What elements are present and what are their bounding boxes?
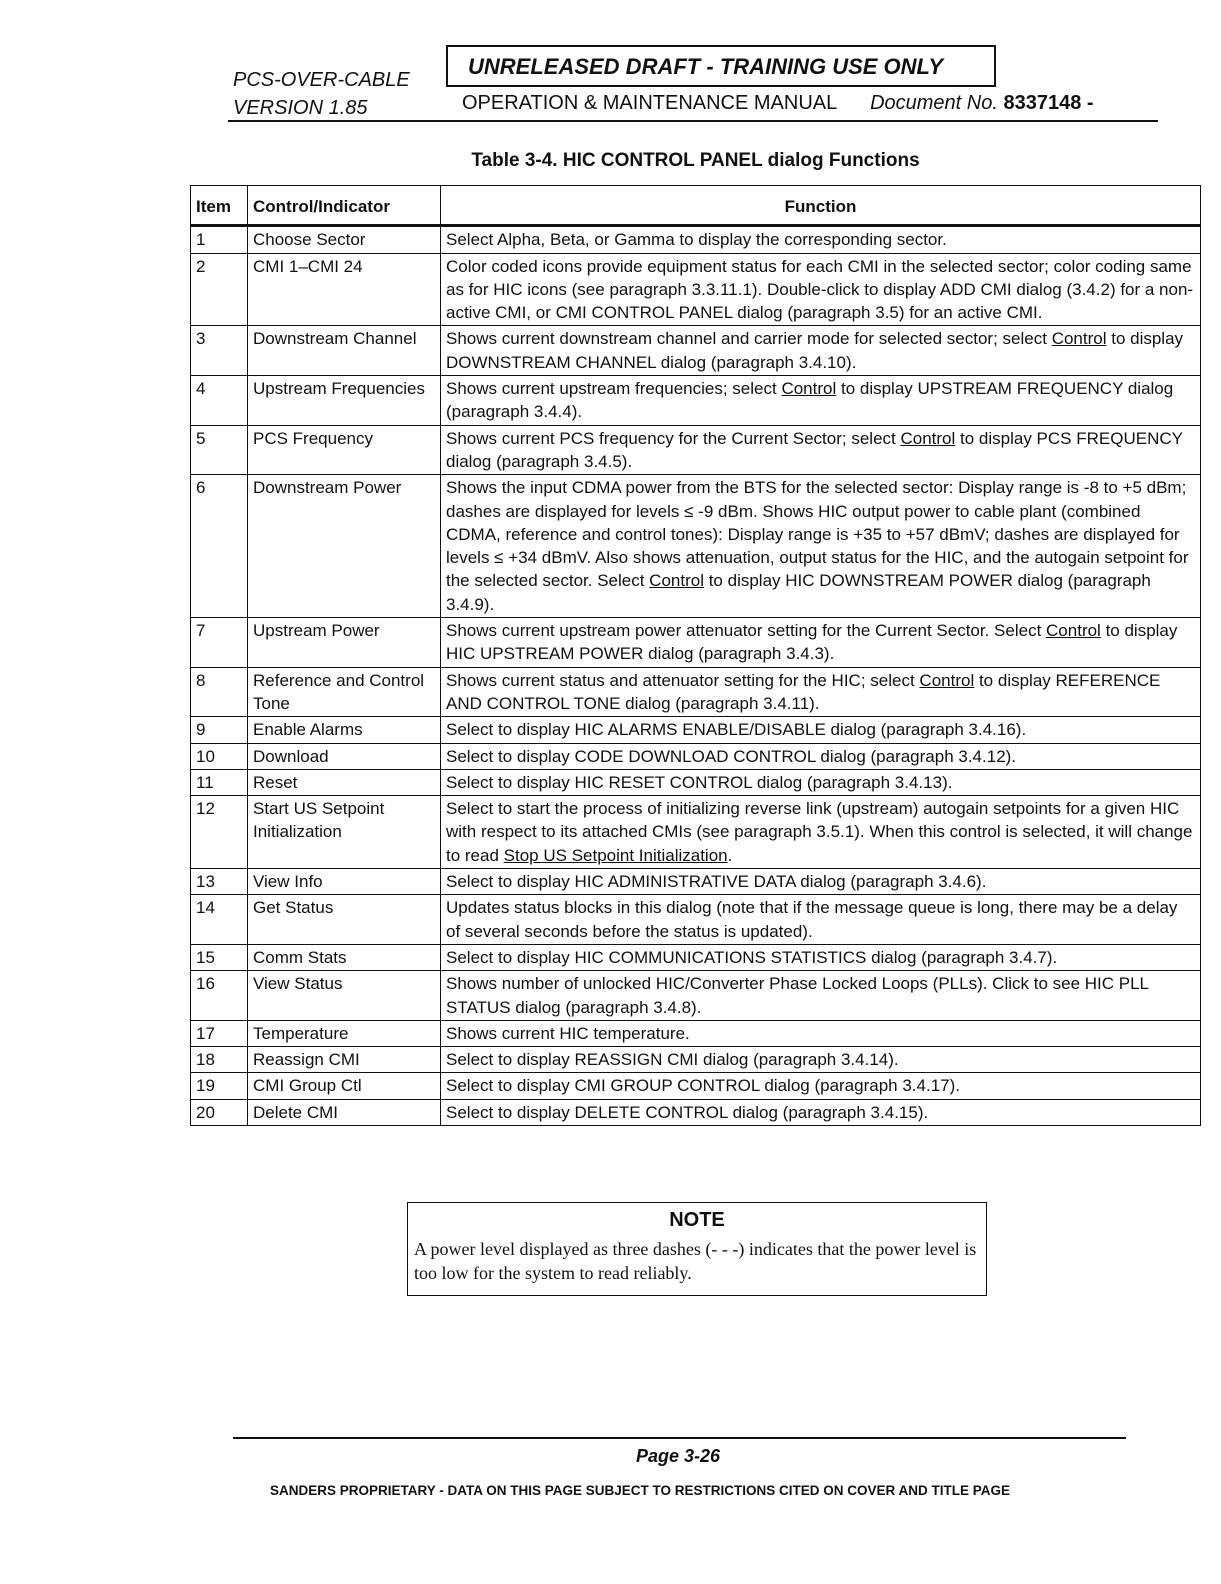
function-text: Select Alpha, Beta, or Gamma to display the corresponding sector. — [446, 230, 947, 250]
function-text: to display HIC DOWNSTREAM POWER dialog (paragraph 3.4.9). — [446, 571, 1151, 614]
underlined-control-reference: Stop US Setpoint Initialization — [503, 845, 728, 865]
table-row — [191, 667, 1201, 717]
item-number: 15 — [191, 944, 248, 970]
table-row — [191, 743, 1201, 769]
item-number: 9 — [191, 717, 248, 743]
function-description — [441, 1099, 1201, 1125]
item-number: 5 — [191, 425, 248, 475]
function-description — [441, 796, 1201, 869]
function-text: to display HIC UPSTREAM POWER dialog (paragraph 3.4.3). — [446, 621, 1178, 664]
function-description — [441, 717, 1201, 743]
control-name: PCS Frequency — [248, 425, 441, 475]
manual-title: OPERATION & MAINTENANCE MANUAL — [462, 92, 837, 114]
table-row — [191, 769, 1201, 795]
column-header-item: Item — [191, 186, 248, 226]
function-text: Updates status blocks in this dialog (note that if the message queue is long, there may be a delay of several seconds before the status is updated). — [446, 898, 1178, 941]
table-row — [191, 717, 1201, 743]
function-text: Select to display REASSIGN CMI dialog (paragraph 3.4.14). — [446, 1050, 899, 1070]
function-description — [441, 618, 1201, 668]
function-text: to display UPSTREAM FREQUENCY dialog (paragraph 3.4.4). — [446, 379, 1174, 422]
table-row — [191, 1047, 1201, 1073]
function-text: Select to display HIC RESET CONTROL dialog (paragraph 3.4.13). — [446, 772, 953, 792]
function-description — [441, 869, 1201, 895]
function-description — [441, 425, 1201, 475]
table-row — [191, 475, 1201, 618]
function-text: to display REFERENCE AND CONTROL TONE dialog (paragraph 3.4.11). — [446, 670, 1161, 713]
control-name: Reset — [248, 769, 441, 795]
control-name: Upstream Frequencies — [248, 376, 441, 426]
document-number: 8337148 - — [1003, 92, 1094, 114]
document-label: Document No. — [870, 92, 998, 114]
table-row — [191, 796, 1201, 869]
table-row — [191, 425, 1201, 475]
function-description — [441, 475, 1201, 618]
item-number: 16 — [191, 971, 248, 1021]
function-text: Select to display CODE DOWNLOAD CONTROL dialog (paragraph 3.4.12). — [446, 746, 1017, 766]
function-text: Shows current upstream power attenuator setting for the Current Sector. Select — [446, 621, 1047, 641]
function-text: Select to display HIC COMMUNICATIONS STATISTICS dialog (paragraph 3.4.7). — [446, 947, 1058, 967]
function-description — [441, 743, 1201, 769]
footer-divider — [233, 1437, 1126, 1439]
note-text: A power level displayed as three dashes (- - -) indicates that the power level is too low for the system to read reliably. — [414, 1239, 977, 1283]
item-number: 10 — [191, 743, 248, 769]
underlined-control-reference: Control — [781, 379, 837, 399]
table-row — [191, 869, 1201, 895]
function-text: to display DOWNSTREAM CHANNEL dialog (paragraph 3.4.10). — [446, 329, 1184, 372]
function-text: Shows the input CDMA power from the BTS for the selected sector: Display range is -8 to +5 dBm; dashes are displayed for levels ≤ -9 dBm. Shows HIC output power to cable plant (combined CDMA, reference and control tones): Display range is +35 to +57 dBmV; dashes are displayed for levels ≤ +34 dBmV. Also shows attenuation, output status for the HIC, and the autogain setpoint for the selected sector. Select — [446, 478, 1189, 591]
table-row — [191, 1020, 1201, 1046]
function-text: Select to display DELETE CONTROL dialog (paragraph 3.4.15). — [446, 1102, 929, 1122]
function-text: Shows current HIC temperature. — [446, 1023, 690, 1043]
function-description — [441, 253, 1201, 326]
control-name: CMI 1–CMI 24 — [248, 253, 441, 326]
control-name: Reassign CMI — [248, 1047, 441, 1073]
function-description — [441, 667, 1201, 717]
function-text: to display PCS FREQUENCY dialog (paragraph 3.4.5). — [446, 428, 1183, 471]
table-row — [191, 895, 1201, 945]
control-name: Download — [248, 743, 441, 769]
function-text: Shows current PCS frequency for the Current Sector; select — [446, 428, 901, 448]
function-description — [441, 1020, 1201, 1046]
table-row — [191, 944, 1201, 970]
table-row — [191, 971, 1201, 1021]
item-number: 18 — [191, 1047, 248, 1073]
control-name: Temperature — [248, 1020, 441, 1046]
note-box — [407, 1202, 987, 1296]
proprietary-notice: SANDERS PROPRIETARY - DATA ON THIS PAGE SUBJECT TO RESTRICTIONS CITED ON COVER AND TITLE PAGE — [270, 1483, 1011, 1498]
control-name: Comm Stats — [248, 944, 441, 970]
column-header-control: Control/Indicator — [248, 186, 441, 226]
functions-table — [190, 185, 1201, 1126]
table-row — [191, 253, 1201, 326]
control-name: CMI Group Ctl — [248, 1073, 441, 1099]
item-number: 8 — [191, 667, 248, 717]
header-divider — [228, 120, 1158, 122]
control-name: View Status — [248, 971, 441, 1021]
function-text: . — [727, 845, 733, 865]
table-row — [191, 618, 1201, 668]
function-text: Shows current upstream frequencies; select — [446, 379, 782, 399]
item-number: 12 — [191, 796, 248, 869]
note-title: NOTE — [669, 1209, 725, 1231]
function-description — [441, 944, 1201, 970]
item-number: 1 — [191, 226, 248, 253]
item-number: 20 — [191, 1099, 248, 1125]
item-number: 19 — [191, 1073, 248, 1099]
item-number: 14 — [191, 895, 248, 945]
underlined-control-reference: Control — [900, 428, 956, 448]
item-number: 2 — [191, 253, 248, 326]
function-description — [441, 226, 1201, 253]
control-name: Upstream Power — [248, 618, 441, 668]
table-row — [191, 226, 1201, 253]
function-description — [441, 769, 1201, 795]
item-number: 7 — [191, 618, 248, 668]
function-text: Shows current status and attenuator setting for the HIC; select — [446, 670, 920, 690]
function-description — [441, 376, 1201, 426]
table-header-row — [191, 186, 1201, 226]
item-number: 6 — [191, 475, 248, 618]
function-description — [441, 326, 1201, 376]
control-name: Start US Setpoint Initialization — [248, 796, 441, 869]
function-text: Select to display HIC ALARMS ENABLE/DISABLE dialog (paragraph 3.4.16). — [446, 720, 1027, 740]
header-subtitle — [462, 92, 1094, 115]
function-text: Shows current downstream channel and carrier mode for selected sector; select — [446, 329, 1052, 349]
table-title: Table 3-4. HIC CONTROL PANEL dialog Functions — [471, 150, 920, 171]
product-version: VERSION 1.85 — [233, 97, 368, 119]
table-row — [191, 376, 1201, 426]
column-header-function: Function — [441, 186, 1201, 226]
function-description — [441, 1047, 1201, 1073]
function-text: Select to display CMI GROUP CONTROL dialog (paragraph 3.4.17). — [446, 1076, 960, 1096]
product-name: PCS-OVER-CABLE — [233, 69, 410, 91]
underlined-control-reference: Control — [1046, 621, 1101, 641]
table-row — [191, 326, 1201, 376]
item-number: 17 — [191, 1020, 248, 1046]
underlined-control-reference: Control — [1051, 329, 1107, 349]
table-row — [191, 1099, 1201, 1125]
control-name: Delete CMI — [248, 1099, 441, 1125]
control-name: Get Status — [248, 895, 441, 945]
item-number: 13 — [191, 869, 248, 895]
function-text: Select to display HIC ADMINISTRATIVE DATA dialog (paragraph 3.4.6). — [446, 872, 987, 892]
table-row — [191, 1073, 1201, 1099]
control-name: Downstream Channel — [248, 326, 441, 376]
item-number: 4 — [191, 376, 248, 426]
control-name: Reference and Control Tone — [248, 667, 441, 717]
function-description — [441, 895, 1201, 945]
header-product-info — [233, 66, 410, 122]
underlined-control-reference: Control — [649, 571, 704, 591]
function-text: Color coded icons provide equipment status for each CMI in the selected sector; color coding same as for HIC icons (see paragraph 3.3.11.1). Double-click to display ADD CMI dialog (3.4.2) for a non-active CMI, or CMI CONTROL PANEL dialog (paragraph 3.5) for an active CMI. — [446, 256, 1194, 323]
table-body — [191, 226, 1201, 1126]
item-number: 3 — [191, 326, 248, 376]
control-name: View Info — [248, 869, 441, 895]
function-description — [441, 1073, 1201, 1099]
function-text: Select to start the process of initializing reverse link (upstream) autogain setpoints for a given HIC with respect to its attached CMIs (see paragraph 3.5.1). When this control is selected, it will change to read — [446, 799, 1193, 865]
underlined-control-reference: Control — [919, 670, 975, 690]
item-number: 11 — [191, 769, 248, 795]
function-description — [441, 971, 1201, 1021]
control-name: Choose Sector — [248, 226, 441, 253]
control-name: Downstream Power — [248, 475, 441, 618]
control-name: Enable Alarms — [248, 717, 441, 743]
page-number: Page 3-26 — [635, 1446, 721, 1466]
function-text: Shows number of unlocked HIC/Converter Phase Locked Loops (PLLs). Click to see HIC PLL STATUS dialog (paragraph 3.4.8). — [446, 974, 1149, 1017]
draft-banner: UNRELEASED DRAFT - TRAINING USE ONLY — [446, 45, 996, 87]
